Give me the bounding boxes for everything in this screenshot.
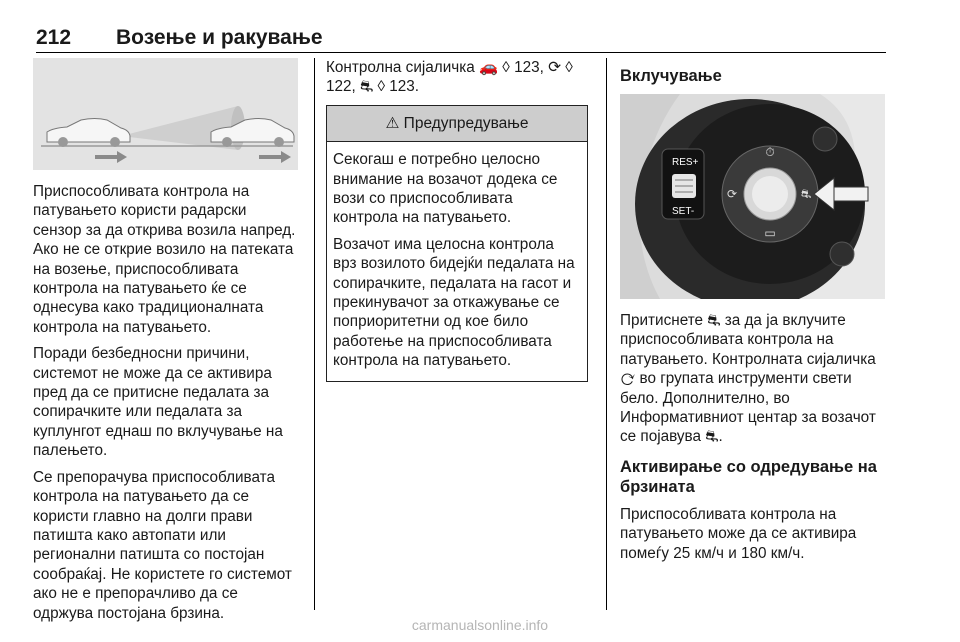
radar-illustration <box>33 58 298 170</box>
cruise-icon: ⟳ <box>726 187 738 201</box>
column-2 <box>326 58 588 382</box>
paragraph-safety: Поради безбедносни причини, системот не може да се активира пред да се притисне педалата за сопирачките или педалата за куплунгот еднаш по вклучување на палењето. <box>33 345 283 460</box>
speed-limiter-icon: ⏱ <box>765 145 775 159</box>
paragraph-recommendation: Се препорачува приспособливата контрола на патувањето да се користи главно на долги прави патишта како автопати или регионални патишта со постојан сообраќај. Не користете го системот ако не е препорачливо да се одржува постојана брзина. <box>33 468 292 622</box>
res-button-label: RES+ <box>672 157 699 168</box>
indicator-reference: Контролна сијаличка 🚗 ◊ 123, ⟳ ◊ 122, ⛐ ◊ 123. <box>326 59 573 96</box>
steering-wheel-illustration <box>620 94 885 299</box>
adaptive-cruise-icon: ⛐ <box>800 187 812 201</box>
paragraph-speed-range: Приспособливата контрола на патувањето може да се активира помеѓу 25 км/ч и 180 км/ч. <box>620 505 857 562</box>
section-title: Возење и ракување <box>116 26 323 49</box>
column-divider <box>314 58 315 610</box>
paragraph-switch-on: Притиснете ⛐ за да ја вклучите приспособливата контрола на патувањето. Контролната сијаличка ⟳ во групата инструменти свети бело. Дополнително, во Информативниот центар за возачот се појавува ⛐. <box>620 312 876 446</box>
warning-title: ⚠ Предупредување <box>327 106 587 142</box>
heading-activation: Вклучување <box>620 67 722 85</box>
set-button-label: SET- <box>672 206 695 217</box>
gap-icon: ▭ <box>764 226 776 240</box>
paragraph-intro: Приспособливата контрола на патувањето користи радарски сензор за да открива возила напред. Ако не се открие возило на патеката на возење, приспособливата контрола на патувањето ќе се однесува како традиционалната контрола на патувањето. <box>33 183 296 336</box>
watermark: carmanualsonline.info <box>411 617 549 633</box>
page-number: 212 <box>36 26 72 49</box>
warning-box <box>326 105 588 382</box>
heading-activate-speed: Активирање со одредување на брзината <box>620 457 877 496</box>
warning-body <box>327 142 587 380</box>
radar-cars-svg <box>33 58 298 170</box>
direction-arrow-icon <box>95 151 291 163</box>
column-3 <box>620 58 888 570</box>
warning-paragraph-2: Возачот има целосна контрола врз возилото бидејќи педалата на сопирачките, педалата на гасот и прекинувачот за откажување се поприоритетни од кое било работење на приспособливата контрола на патувањето. <box>333 235 575 370</box>
warning-paragraph-1: Секогаш е потребно целосно внимание на возачот додека се вози со приспособливата контрола на патувањето. <box>333 151 558 227</box>
column-1 <box>33 58 298 630</box>
column-divider <box>606 58 607 610</box>
rear-car-icon <box>47 119 130 148</box>
steering-wheel-svg <box>620 94 885 299</box>
page-header <box>36 22 886 53</box>
